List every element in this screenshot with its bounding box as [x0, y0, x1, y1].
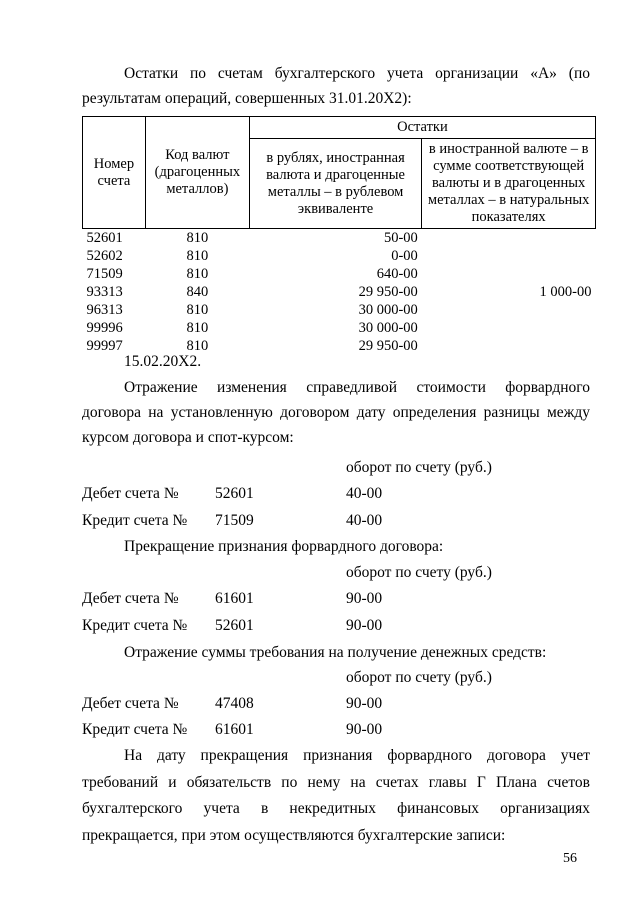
cell-rub: 30 000-00: [358, 319, 418, 336]
section3-oborot-label: оборот по счету (руб.): [346, 669, 492, 686]
cell-rub: 29 950-00: [358, 283, 418, 300]
section2-heading: Прекращение признания форвардного договора:: [124, 538, 444, 555]
cell-rub: 50-00: [383, 229, 418, 246]
balances-table: [82, 116, 596, 355]
cell-account: 99997: [86, 337, 123, 354]
cell-foreign: 1 000-00: [539, 283, 592, 300]
cell-code: 810: [186, 247, 209, 264]
cell-foreign: [422, 247, 596, 265]
cell-foreign: [422, 229, 596, 248]
table-row: [83, 283, 596, 301]
cell-account: 52602: [86, 247, 123, 264]
cell-code: 840: [186, 283, 209, 300]
cell-account: 99996: [86, 319, 123, 336]
cell-rub: 29 950-00: [358, 337, 418, 354]
credit-account: 61601: [215, 721, 254, 738]
cell-code: 810: [186, 265, 209, 282]
cell-foreign: [422, 319, 596, 337]
header-currency-code: Код валют (драгоценных металлов): [145, 117, 249, 229]
credit-amount: 90-00: [346, 617, 383, 634]
debit-amount: 90-00: [346, 695, 383, 712]
credit-amount: 40-00: [346, 512, 383, 529]
credit-label: Кредит счета №: [82, 512, 188, 529]
cell-rub: 640-00: [376, 265, 418, 282]
cell-account: 96313: [86, 301, 123, 318]
cell-code: 810: [186, 337, 209, 354]
debit-account: 61601: [215, 590, 254, 607]
table-row: [83, 229, 596, 248]
cell-code: 810: [186, 229, 209, 246]
debit-amount: 90-00: [346, 590, 383, 607]
table-row: [83, 265, 596, 283]
debit-label: Дебет счета №: [82, 695, 179, 712]
credit-amount: 90-00: [346, 721, 383, 738]
cell-rub: 30 000-00: [358, 301, 418, 318]
cell-foreign: [422, 337, 596, 355]
header-rub: в рублях, иностранная валюта и драгоценные металлы – в рублевом эквиваленте: [249, 139, 421, 229]
section3-heading: Отражение суммы требования на получение денежных средств:: [124, 644, 547, 661]
credit-label: Кредит счета №: [82, 617, 188, 634]
cell-foreign: [422, 301, 596, 319]
section1-oborot-label: оборот по счету (руб.): [346, 459, 492, 476]
debit-account: 47408: [215, 695, 254, 712]
debit-account: 52601: [215, 485, 254, 502]
cell-account: 93313: [86, 283, 123, 300]
cell-rub: 0-00: [391, 247, 418, 264]
closing-paragraph: На дату прекращения признания форвардного договора учет требований и обязательств по нему на счетах главы Г Плана счетов бухгалтерского учета в некредитных финансовых организациях прекращается, при этом осуществляются бухгалтерские записи:: [82, 747, 590, 844]
header-balances: Остатки: [249, 117, 595, 139]
debit-label: Дебет счета №: [82, 485, 179, 502]
credit-label: Кредит счета №: [82, 721, 188, 738]
cell-foreign: [422, 265, 596, 283]
cell-account: 52601: [86, 229, 123, 246]
cell-code: 810: [186, 319, 209, 336]
date-line: 15.02.20X2.: [124, 353, 202, 370]
intro-line-1: Остатки по счетам бухгалтерского учета организации «А» (по: [124, 65, 590, 82]
table-row: [83, 301, 596, 319]
table-row: [83, 247, 596, 265]
header-account-no: Номер счета: [83, 117, 146, 229]
credit-account: 52601: [215, 617, 254, 634]
intro-line-2: результатам операций, совершенных 31.01.20X2):: [82, 90, 412, 107]
cell-account: 71509: [86, 265, 123, 282]
debit-label: Дебет счета №: [82, 590, 179, 607]
section2-oborot-label: оборот по счету (руб.): [346, 564, 492, 581]
credit-account: 71509: [215, 512, 254, 529]
cell-code: 810: [186, 301, 209, 318]
header-foreign: в иностранной валюте – в сумме соответствующей валюты и в драгоценных металлах – в натуральных показателях: [422, 139, 596, 229]
debit-amount: 40-00: [346, 485, 383, 502]
section1-text: Отражение изменения справедливой стоимости форвардного договора на установленную договором дату определения разницы между курсом договора и спот-курсом:: [82, 379, 590, 446]
table-row: [83, 319, 596, 337]
page-number: 56: [563, 851, 577, 866]
